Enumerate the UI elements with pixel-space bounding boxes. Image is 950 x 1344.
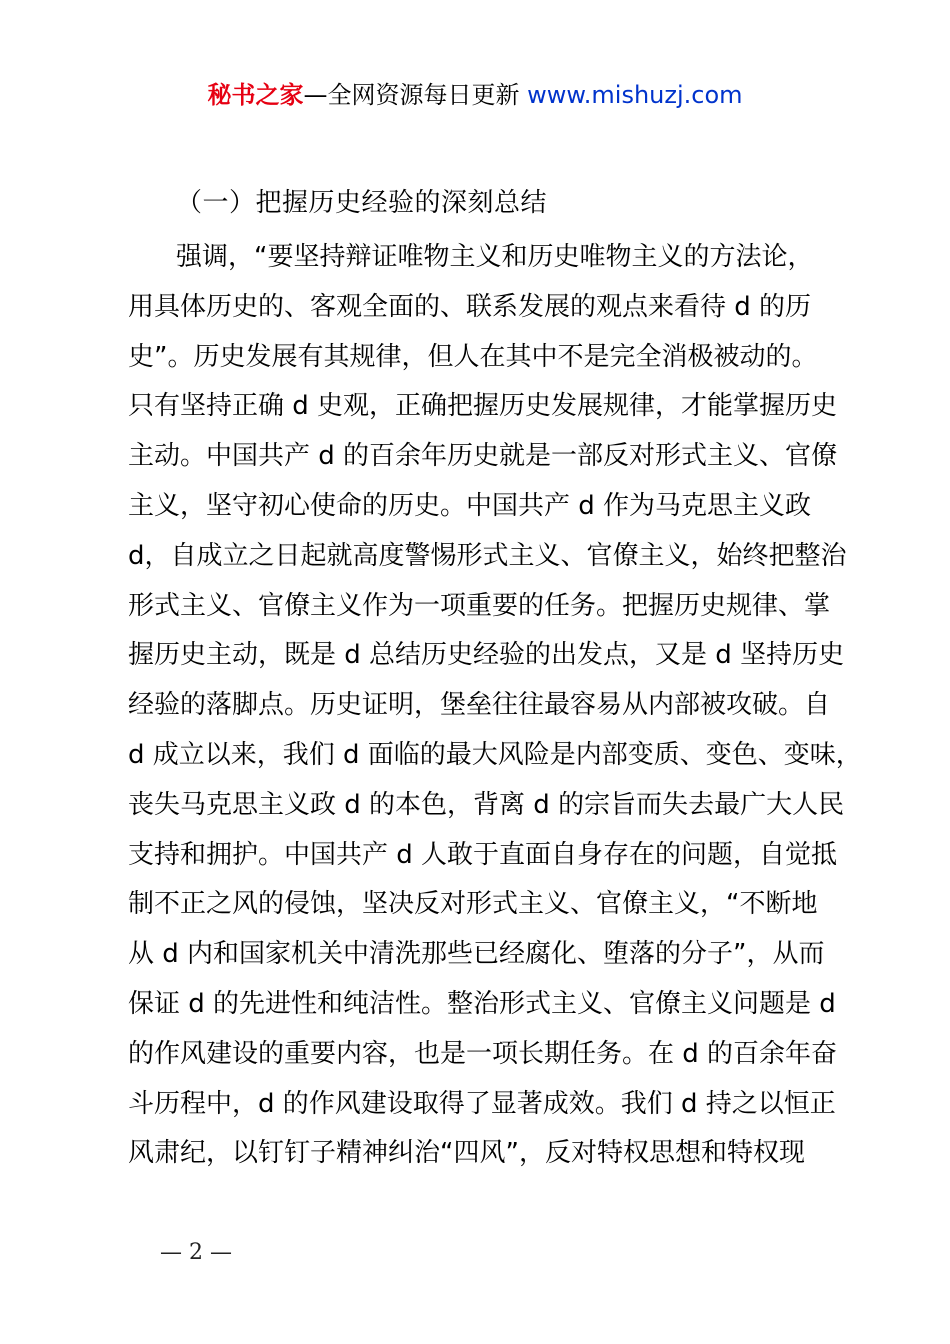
text-line: 斗历程中，d 的作风建设取得了显著成效。我们 d 持之以恒正 — [128, 1088, 836, 1119]
text-line: 主义，坚守初心使命的历史。中国共产 d 作为马克思主义政 — [128, 490, 812, 521]
text-line: 从 d 内和国家机关中清洗那些已经腐化、堕落的分子”，从而 — [128, 939, 825, 970]
page-number: — 2 — — [160, 1240, 232, 1265]
site-header — [0, 78, 950, 112]
text-line: 用具体历史的、客观全面的、联系发展的观点来看待 d 的历 — [128, 291, 812, 322]
text-line: 经验的落脚点。历史证明，堡垒往往最容易从内部被攻破。自 — [128, 690, 831, 721]
text-line: 形式主义、官僚主义作为一项重要的任务。把握历史规律、掌 — [128, 590, 831, 621]
text-line: 的作风建设的重要内容，也是一项长期任务。在 d 的百余年奋 — [128, 1038, 838, 1069]
site-url-link[interactable]: www.mishuzj.com — [527, 81, 743, 109]
text-line: 支持和拥护。中国共产 d 人敢于直面自身存在的问题，自觉抵 — [128, 839, 838, 870]
text-line: 史”。历史发展有其规律，但人在其中不是完全消极被动的。 — [128, 341, 818, 372]
text-line: d，自成立之日起就高度警惕形式主义、官僚主义，始终把整治 — [128, 540, 847, 571]
text-line: 主动。中国共产 d 的百余年历史就是一部反对形式主义、官僚 — [128, 441, 838, 472]
brand-name: 秘书之家 — [207, 81, 304, 109]
text-line: 强调，“要坚持辩证唯物主义和历史唯物主义的方法论， — [176, 242, 814, 272]
header-tagline: —全网资源每日更新 — [303, 81, 520, 109]
section-heading: （一）把握历史经验的深刻总结 — [176, 188, 548, 218]
text-line: 丧失马克思主义政 d 的本色，背离 d 的宗旨而失去最广大人民 — [128, 789, 845, 820]
text-line: 握历史主动，既是 d 总结历史经验的出发点，又是 d 坚持历史 — [128, 640, 845, 671]
body-text — [128, 233, 862, 1179]
text-line: 只有坚持正确 d 史观，正确把握历史发展规律，才能掌握历史 — [128, 391, 838, 422]
text-line: 保证 d 的先进性和纯洁性。整治形式主义、官僚主义问题是 d — [128, 988, 836, 1019]
text-line: 风肃纪，以钉钉子精神纠治“四风”，反对特权思想和特权现 — [128, 1138, 805, 1169]
text-line: 制不正之风的侵蚀，坚决反对形式主义、官僚主义，“不断地 — [128, 889, 818, 920]
text-line: d 成立以来，我们 d 面临的最大风险是内部变质、变色、变味， — [128, 739, 862, 770]
